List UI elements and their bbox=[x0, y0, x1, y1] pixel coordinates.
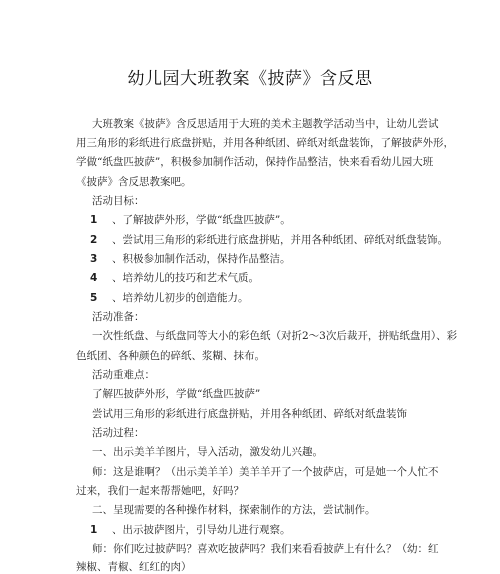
process-line-3: 过来，我们一起来帮帮她吧，好吗？ bbox=[76, 485, 244, 497]
last-line-1: 师：你们吃过披萨吗？喜欢吃披萨吗？我们来看看披萨上有什么？（幼：红 bbox=[92, 543, 439, 555]
key-line-1: 了解匹披萨外形，学做“纸盘匹披萨” bbox=[92, 388, 261, 400]
process-heading: 活动过程： bbox=[92, 427, 145, 439]
goal-number: 5 bbox=[90, 292, 98, 304]
prep-line-2: 色纸团、各种颜色的碎纸、浆糊、抹布。 bbox=[76, 350, 265, 362]
goal-number: 2 bbox=[90, 234, 98, 246]
goal-item-3 bbox=[90, 252, 291, 266]
goal-number: 1 bbox=[90, 214, 98, 226]
goal-text: 、了解披萨外形，学做“纸盘匹披萨”。 bbox=[112, 214, 291, 226]
goal-text: 、尝试用三角形的彩纸进行底盘拼贴，并用各种纸团、碎纸对纸盘装饰。 bbox=[112, 234, 448, 246]
prep-heading: 活动准备： bbox=[92, 311, 145, 323]
key-heading: 活动重难点： bbox=[92, 369, 155, 381]
step-number: 1 bbox=[90, 524, 98, 536]
goal-number: 3 bbox=[90, 253, 98, 265]
step-text: 、出示披萨图片，引导幼儿进行观察。 bbox=[112, 524, 291, 536]
process-line-4: 二、呈现需要的各种操作材料，探索制作的方法，尝试制作。 bbox=[92, 504, 376, 516]
process-step-1 bbox=[90, 523, 291, 537]
goal-item-4 bbox=[90, 271, 259, 285]
goal-item-1 bbox=[90, 213, 291, 227]
page-title: 幼儿园大班教案《披萨》含反思 bbox=[127, 69, 373, 89]
intro-line-3: 学做“纸盘匹披萨”，积极参加制作活动，保持作品整洁，快来看看幼儿园大班 bbox=[76, 156, 434, 168]
intro-line-1: 大班教案《披萨》含反思适用于大班的美术主题教学活动当中，让幼儿尝试 bbox=[92, 118, 439, 130]
intro-line-4: 《披萨》含反思教案吧。 bbox=[76, 176, 192, 188]
process-line-2: 师：这是谁啊？（出示美羊羊）美羊羊开了一个披萨店，可是她一个人忙不 bbox=[92, 466, 439, 478]
key-line-2: 尝试用三角形的彩纸进行底盘拼贴，并用各种纸团、碎纸对纸盘装饰 bbox=[92, 408, 407, 420]
process-line-1: 一、出示美羊羊图片，导入活动，激发幼儿兴趣。 bbox=[92, 446, 323, 458]
prep-line-1: 一次性纸盘、与纸盘同等大小的彩色纸（对折2〜3次后裁开，拼贴纸盘用）、彩 bbox=[92, 330, 458, 342]
goal-text: 、培养幼儿初步的创造能力。 bbox=[112, 292, 249, 304]
last-line-2: 辣椒、青椒、红红的肉） bbox=[76, 561, 192, 573]
goal-item-5 bbox=[90, 291, 249, 305]
goal-item-2 bbox=[90, 233, 448, 247]
goal-number: 4 bbox=[90, 272, 98, 284]
intro-line-2: 用三角形的彩纸进行底盘拼贴，并用各种纸团、碎纸对纸盘装饰，了解披萨外形， bbox=[76, 137, 454, 149]
goal-text: 、积极参加制作活动，保持作品整洁。 bbox=[112, 253, 291, 265]
goals-heading: 活动目标： bbox=[92, 195, 145, 207]
goal-text: 、培养幼儿的技巧和艺术气质。 bbox=[112, 272, 259, 284]
